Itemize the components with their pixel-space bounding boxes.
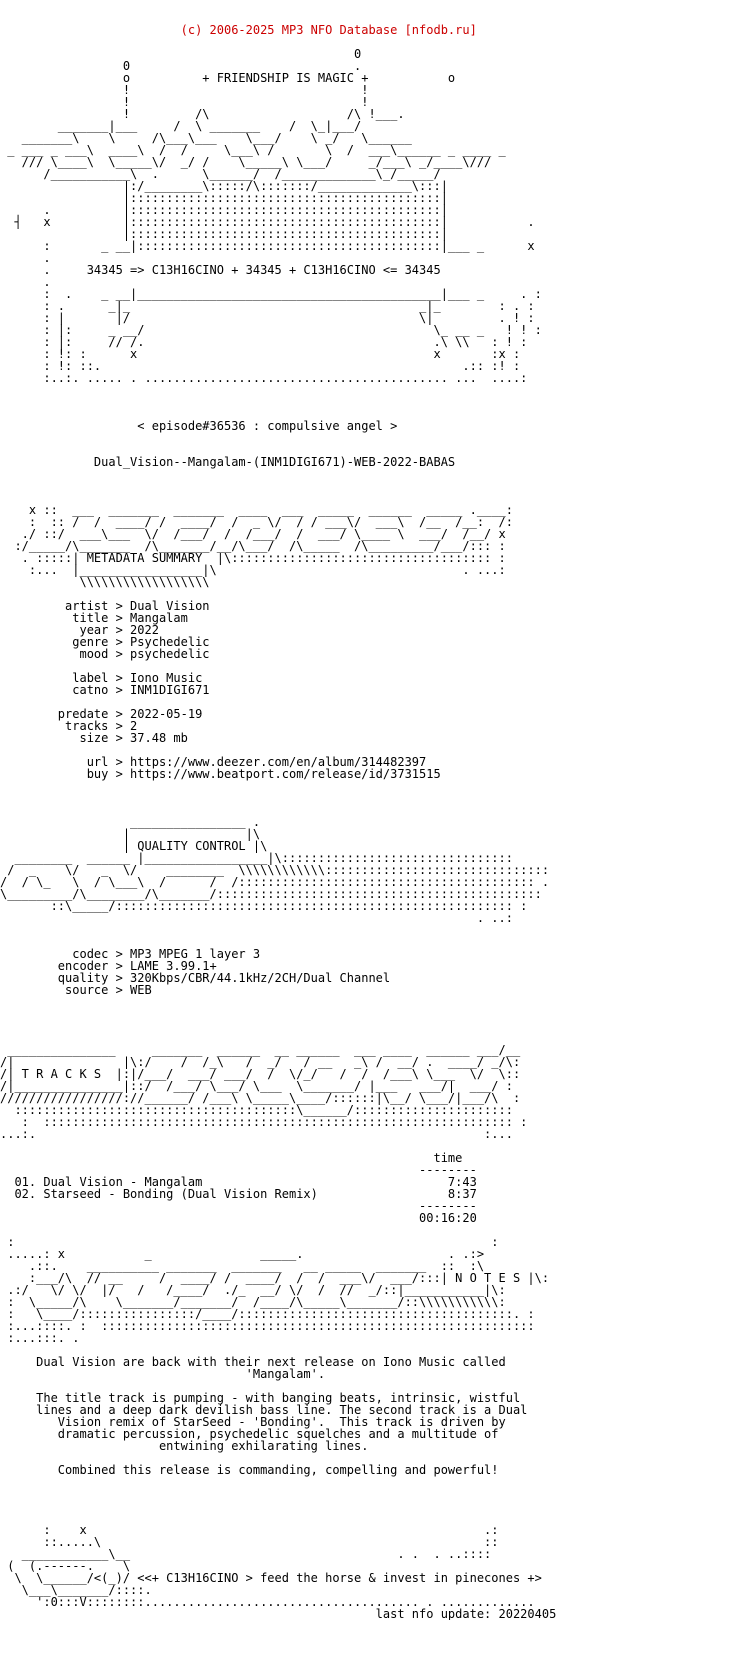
- nfo-line: :... |_________________|\ . ...:: [0, 563, 506, 577]
- nfo-line: _ ___ _ ___\ ____\ / / \___\ / \ / ___\______ _ ____ _: [0, 143, 506, 157]
- nfo-line: artist > Dual Vision: [0, 599, 210, 613]
- nfo-line: lines and a deep dark devilish bass line. The second track is a Dual: [0, 1403, 528, 1417]
- nfo-line: |:::::::::::::::::::::::::::::::::::::::::::|: [0, 191, 448, 205]
- nfo-line: catno > INM1DIGI671: [0, 683, 210, 697]
- nfo-line: | |\: [0, 827, 261, 841]
- nfo-line: predate > 2022-05-19: [0, 707, 203, 721]
- nfo-line: [0, 468, 736, 480]
- nfo-line: _______|___ / \ _______ / \_|___/: [0, 119, 362, 133]
- nfo-line: [0, 1488, 736, 1500]
- nfo-line: source > WEB: [0, 983, 152, 997]
- nfo-line: 02. Starseed - Bonding (Dual Vision Remix) 8:37: [0, 1187, 477, 1201]
- nfo-line: : ::::::::::::::::::::::::::::::::::::::::::::::::::::::::::::::::: :: [0, 1115, 528, 1129]
- nfo-line: [0, 480, 736, 492]
- nfo-line: ┤ x |:::::::::::::::::::::::::::::::::::::::::::| .: [0, 215, 535, 229]
- nfo-line: : \_____/\ \_______/_______/ /____/\_____\_______/::\\\\\\\\\\\:: [0, 1295, 506, 1309]
- nfo-line: : |: _ __/ \_ __ _ ! ! :: [0, 323, 542, 337]
- nfo-line: \_________/\________/\_______/:::::::::::::::::::::::::::::::::::::::::::::: [0, 887, 542, 901]
- nfo-line: year > 2022: [0, 623, 159, 637]
- nfo-line: .:/ \/ \/ |/ / /____/ ./_ __/ \/ / // _/::|___________|\:: [0, 1283, 506, 1297]
- nfo-line: [0, 1008, 736, 1020]
- nfo-line: buy > https://www.beatport.com/release/id/3731515: [0, 767, 441, 781]
- nfo-line: ::.....\ ::: [0, 1535, 499, 1549]
- nfo-line: / / \_ \ / \___\ / / /::::::::::::::::::::::::::::::::::::::::: .: [0, 875, 550, 889]
- nfo-line: The title track is pumping - with banging beats, intrinsic, wistful: [0, 1391, 521, 1405]
- header-link[interactable]: (c) 2006-2025 MP3 NFO Database [nfodb.ru]: [0, 23, 477, 37]
- nfo-line: encoder > LAME 3.99.1+: [0, 959, 217, 973]
- nfo-line: ::\_____/::::::::::::::::::::::::::::::::::::::::::::::::::::::: :: [0, 899, 528, 913]
- nfo-line: ! !: [0, 95, 369, 109]
- nfo-line: /| T R A C K S |:|/___/ ___/ ___/ / \/_/ / / /___\ \___ \/ \::: [0, 1067, 521, 1081]
- nfo-line: |:/________\:::::/\:::::::/_____________\:::|: [0, 179, 448, 193]
- nfo-line: /// \____\ \_____\/ _/ / \_____\ \___/ _/___\ _/____\///: [0, 155, 499, 169]
- nfo-line: : x .:: [0, 1523, 499, 1537]
- nfo-line: :/_____/\_______ /\_______/__/\___/ /\_____ /\_________/___/::: :: [0, 539, 506, 553]
- nfo-line: \ \______/<(_)/ <<+ C13H16CINO > feed the horse & invest in pinecones +>: [0, 1571, 542, 1585]
- nfo-line: entwining exhilarating lines.: [0, 1439, 369, 1453]
- nfo-line: mood > psychedelic: [0, 647, 210, 661]
- nfo-line: [0, 996, 736, 1008]
- nfo-line: : . _ __|__________________________________________|___ _ . :: [0, 287, 542, 301]
- nfo-line: _______________ _______ ______ __ ______ ___ ____ ______ ___/__: [0, 1043, 521, 1057]
- nfo-line: ! !: [0, 83, 369, 97]
- nfo-line: tracks > 2: [0, 719, 138, 733]
- nfo-line: ________________ .: [0, 815, 261, 829]
- nfo-line: /////////////////://______/ /___\ \_____\____/::::::|\__/ \___/|___/\ :: [0, 1091, 521, 1105]
- nfo-line: :...:::. .: [0, 1331, 80, 1345]
- nfo-line: / _ \/ _ \/ ________ \\\\\\\\\\\\:::::::::::::::::::::::::::::::: [0, 863, 550, 877]
- nfo-line: [0, 1476, 736, 1488]
- nfo-line: :...::::. : ::::::::::::::::::::::::::::::::::::::::::::::::::::::::::::: [0, 1319, 535, 1333]
- nfo-line: \___\_______/::::.: [0, 1583, 152, 1597]
- nfo-line: :::::::::::::::::::::::::::::::::::::::\______/::::::::::::::::::::::: [0, 1103, 513, 1117]
- nfo-line: --------: [0, 1163, 477, 1177]
- nfo-line: 00:16:20: [0, 1211, 477, 1225]
- nfo-line: time: [0, 1151, 463, 1165]
- nfo-line: .::. __________ _______ _______ __ _____ _______ :: :\: [0, 1259, 485, 1273]
- nfo-line: < episode#36536 : compulsive angel >: [0, 419, 398, 433]
- nfo-line: : _ __|::::::::::::::::::::::::::::::::::::::::::|___ _ x: [0, 239, 535, 253]
- nfo-line: : :: [0, 1235, 499, 1249]
- nfo-line: [0, 924, 736, 936]
- nfo-line: last nfo update: 20220405: [0, 1607, 557, 1620]
- nfo-line: : |: // /. .\ \\ : ! :: [0, 335, 528, 349]
- nfo-line: [0, 1020, 736, 1032]
- nfo-line: [0, 792, 736, 804]
- nfo-line: .: [0, 251, 51, 265]
- nfo-line: --------: [0, 1199, 477, 1213]
- nfo-line: : :: / / ____/ / ____/ / _ \/ / / ___\/ ___\ /__ /__: /:: [0, 515, 513, 529]
- nfo-line: title > Mangalam: [0, 611, 188, 625]
- nfo-line: _______\ \ /\___\___ \___/ \ _/ \______: [0, 131, 412, 145]
- nfo-line: .: [0, 275, 51, 289]
- nfo-line: : !: : x x :x :: [0, 347, 521, 361]
- nfo-line: dramatic percussion, psychedelic squelches and a multitude of: [0, 1427, 499, 1441]
- nfo-line: ! /\ /\ !___.: [0, 107, 405, 121]
- nfo-line: quality > 320Kbps/CBR/44.1kHz/2CH/Dual Channel: [0, 971, 391, 985]
- nfo-line: ________ ______ |_________________|\::::::::::::::::::::::::::::::::: [0, 851, 513, 865]
- nfo-line: o + FRIENDSHIP IS MAGIC + o: [0, 71, 456, 85]
- nfo-line: url > https://www.deezer.com/en/album/314482397: [0, 755, 427, 769]
- nfo-line: Dual_Vision--Mangalam-(INM1DIGI671)-WEB-2022-BABAS: [0, 455, 456, 469]
- nfo-line: : . _|_ _|_ : . :: [0, 299, 535, 313]
- nfo-line: ____________\__ . . . ..::::: [0, 1547, 492, 1561]
- nfo-line: . 34345 => C13H16CINO + 34345 + C13H16CINO <= 34345: [0, 263, 441, 277]
- nfo-line: size > 37.48 mb: [0, 731, 188, 745]
- nfo-line: : !: ::. .:: :! :: [0, 359, 521, 373]
- nfo-line: 0: [0, 47, 362, 61]
- nfo-line: Vision remix of StarSeed - 'Bonding'. This track is driven by: [0, 1415, 506, 1429]
- nfo-line: [0, 780, 736, 792]
- nfo-line: Combined this release is commanding, compelling and powerful!: [0, 1463, 499, 1477]
- nfo-line: :___/\ // __ / ____/ / ____/ / / ___\/ ___/:::| N O T E S |\:: [0, 1271, 550, 1285]
- nfo-line: \\\\\\\\\\\\\\\\\\: [0, 575, 210, 589]
- nfo-line: :..:. ..... . .......................................... ... ....:: [0, 371, 528, 385]
- nfo-line: ':0:::V::::::::...................................... . .............: [0, 1595, 535, 1609]
- nfo-line: Dual Vision are back with their next release on Iono Music called: [0, 1355, 506, 1369]
- nfo-line: : \____/::::::::::::::::/____/::::::::::::::::::::::::::::::::::::::. :: [0, 1307, 535, 1321]
- nfo-line: label > Iono Music: [0, 671, 203, 685]
- nfo-line: ./ ::/ ___\___ \/ /___/ / /___/ / ___/ \____ \ ___/ /__/ x: [0, 527, 506, 541]
- nfo-line: codec > MP3 MPEG 1 layer 3: [0, 947, 261, 961]
- nfo-line: . :::::| METADATA SUMMARY |\:::::::::::::::::::::::::::::::::::: :: [0, 551, 506, 565]
- nfo-line: .....: x _ _____. . .:>: [0, 1247, 485, 1261]
- nfo-line: [0, 384, 736, 396]
- nfo-line: ( (.------. \: [0, 1559, 131, 1573]
- nfo-line: 'Mangalam'.: [0, 1367, 326, 1381]
- nfo-line: x :: ___ _______ _______ ____ ___ _____ ______ _____ .____:: [0, 503, 513, 517]
- nfo-line: 01. Dual Vision - Mangalam 7:43: [0, 1175, 477, 1189]
- nfo-line: [0, 396, 736, 408]
- nfo-line: . ..:: [0, 911, 513, 925]
- nfo-line: /___________\ . \______/ /_____________\_/_____/: [0, 167, 441, 181]
- nfo-line: /|_______________|::/ /___/ \___/ \___ \_______/ |___ ___/| ___/ :: [0, 1079, 513, 1093]
- nfo-line: genre > Psychedelic: [0, 635, 210, 649]
- nfo-line: : | |/ \| . ! :: [0, 311, 535, 325]
- nfo-line: ...:. :...: [0, 1127, 513, 1141]
- nfo-line: . |:::::::::::::::::::::::::::::::::::::::::::|: [0, 203, 448, 217]
- nfo-line: [0, 1500, 736, 1512]
- nfo-line: [0, 432, 736, 444]
- nfo-line: 0 .: [0, 59, 362, 73]
- nfo-line: |:::::::::::::::::::::::::::::::::::::::::::|: [0, 227, 448, 241]
- nfo-line: | QUALITY CONTROL |\: [0, 839, 268, 853]
- nfo-line: /| |\:/ / /_\ / _/ / __ _\ / __/ . ____/ _/\:: [0, 1055, 521, 1069]
